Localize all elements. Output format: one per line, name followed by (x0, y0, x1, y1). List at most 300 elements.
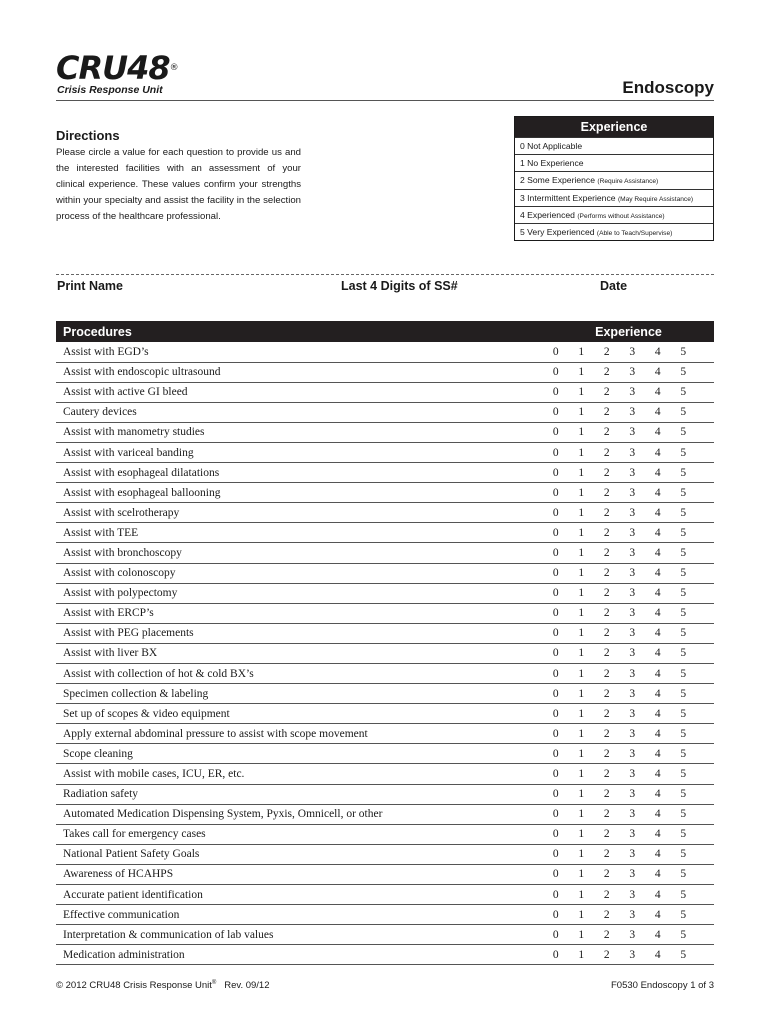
legend-row (515, 206, 713, 223)
rating-option-5[interactable]: 5 (671, 623, 697, 643)
print-name-label: Print Name (57, 279, 123, 293)
rating-option-1[interactable]: 1 (569, 824, 595, 844)
rating-option-2[interactable]: 2 (594, 503, 620, 523)
directions-heading: Directions (56, 128, 120, 143)
rating-option-4[interactable]: 4 (645, 684, 671, 704)
table-row (56, 945, 714, 965)
rating-option-3[interactable]: 3 (620, 603, 646, 623)
footer-page-number: F0530 Endoscopy 1 of 3 (611, 980, 714, 991)
rating-option-1[interactable]: 1 (569, 804, 595, 824)
rating-option-0[interactable]: 0 (543, 764, 569, 784)
rating-option-2[interactable]: 2 (594, 623, 620, 643)
row-padding (696, 563, 714, 583)
rating-option-2[interactable]: 2 (594, 824, 620, 844)
procedure-name: Assist with TEE (56, 523, 543, 543)
rating-option-4[interactable]: 4 (645, 824, 671, 844)
title-divider (56, 100, 714, 101)
procedure-name: Assist with liver BX (56, 643, 543, 663)
rating-option-1[interactable]: 1 (569, 704, 595, 724)
logo-subtitle: Crisis Response Unit (57, 84, 163, 96)
rating-option-0[interactable]: 0 (543, 523, 569, 543)
rating-option-3[interactable]: 3 (620, 503, 646, 523)
footer-copyright: © 2012 CRU48 Crisis Response Unit® Rev. 09/12 (56, 980, 270, 992)
row-padding (696, 463, 714, 483)
rating-option-5[interactable]: 5 (671, 804, 697, 824)
experience-legend (514, 116, 714, 241)
rating-option-2[interactable]: 2 (594, 342, 620, 362)
rating-option-0[interactable]: 0 (543, 623, 569, 643)
rating-option-0[interactable]: 0 (543, 784, 569, 804)
rating-option-1[interactable]: 1 (569, 684, 595, 704)
rating-option-2[interactable]: 2 (594, 523, 620, 543)
rating-option-3[interactable]: 3 (620, 342, 646, 362)
table-row (56, 905, 714, 925)
legend-row (515, 154, 713, 171)
rating-option-3[interactable]: 3 (620, 362, 646, 382)
table-row (56, 342, 714, 362)
table-row (56, 704, 714, 724)
rating-option-4[interactable]: 4 (645, 704, 671, 724)
rating-option-0[interactable]: 0 (543, 925, 569, 945)
rating-option-5[interactable]: 5 (671, 945, 697, 965)
table-row (56, 844, 714, 864)
row-padding (696, 402, 714, 422)
table-row (56, 804, 714, 824)
rating-option-3[interactable]: 3 (620, 824, 646, 844)
rating-option-2[interactable]: 2 (594, 643, 620, 663)
rating-option-4[interactable]: 4 (645, 382, 671, 402)
procedure-name: Assist with esophageal dilatations (56, 463, 543, 483)
rating-option-1[interactable]: 1 (569, 784, 595, 804)
rating-option-5[interactable]: 5 (671, 523, 697, 543)
rating-option-2[interactable]: 2 (594, 543, 620, 563)
row-padding (696, 684, 714, 704)
rating-option-4[interactable]: 4 (645, 422, 671, 442)
rating-option-2[interactable]: 2 (594, 583, 620, 603)
rating-option-3[interactable]: 3 (620, 885, 646, 905)
procedures-table (56, 321, 714, 965)
rating-option-3[interactable]: 3 (620, 925, 646, 945)
row-padding (696, 543, 714, 563)
rating-option-3[interactable]: 3 (620, 623, 646, 643)
rating-option-1[interactable]: 1 (569, 844, 595, 864)
rating-option-3[interactable]: 3 (620, 422, 646, 442)
rating-option-4[interactable]: 4 (645, 844, 671, 864)
rating-option-0[interactable]: 0 (543, 583, 569, 603)
procedure-name: Assist with active GI bleed (56, 382, 543, 402)
rating-option-2[interactable]: 2 (594, 684, 620, 704)
experience-column-header: Experience (543, 321, 714, 342)
row-padding (696, 623, 714, 643)
table-row (56, 643, 714, 663)
rating-option-2[interactable]: 2 (594, 603, 620, 623)
legend-row (515, 171, 713, 188)
rating-option-5[interactable]: 5 (671, 442, 697, 462)
procedure-name: Cautery devices (56, 402, 543, 422)
rating-option-0[interactable]: 0 (543, 684, 569, 704)
procedure-name: Assist with EGD’s (56, 342, 543, 362)
rating-option-5[interactable]: 5 (671, 643, 697, 663)
rating-option-2[interactable]: 2 (594, 764, 620, 784)
legend-note: (Require Assistance) (597, 178, 659, 186)
rating-option-4[interactable]: 4 (645, 342, 671, 362)
rating-option-4[interactable]: 4 (645, 905, 671, 925)
rating-option-0[interactable]: 0 (543, 402, 569, 422)
rating-option-3[interactable]: 3 (620, 804, 646, 824)
procedure-name: Assist with scelrotherapy (56, 503, 543, 523)
procedure-name: Assist with polypectomy (56, 583, 543, 603)
rating-option-3[interactable]: 3 (620, 764, 646, 784)
procedure-name: Awareness of HCAHPS (56, 864, 543, 884)
rating-option-5[interactable]: 5 (671, 744, 697, 764)
rating-option-0[interactable]: 0 (543, 664, 569, 684)
rating-option-3[interactable]: 3 (620, 664, 646, 684)
table-row (56, 563, 714, 583)
rating-option-5[interactable]: 5 (671, 402, 697, 422)
rating-option-0[interactable]: 0 (543, 844, 569, 864)
rating-option-0[interactable]: 0 (543, 945, 569, 965)
rating-option-0[interactable]: 0 (543, 864, 569, 884)
row-padding (696, 885, 714, 905)
row-padding (696, 382, 714, 402)
rating-option-4[interactable]: 4 (645, 442, 671, 462)
rating-option-5[interactable]: 5 (671, 764, 697, 784)
legend-label: 1 No Experience (520, 158, 584, 169)
rating-option-5[interactable]: 5 (671, 503, 697, 523)
legend-label: 3 Intermittent Experience (520, 192, 616, 203)
procedure-name: Assist with bronchoscopy (56, 543, 543, 563)
legend-label: 5 Very Experienced (520, 226, 595, 237)
procedure-name: Radiation safety (56, 784, 543, 804)
rating-option-1[interactable]: 1 (569, 563, 595, 583)
rating-option-2[interactable]: 2 (594, 382, 620, 402)
row-padding (696, 824, 714, 844)
row-padding (696, 724, 714, 744)
rating-option-1[interactable]: 1 (569, 382, 595, 402)
row-padding (696, 704, 714, 724)
rating-option-1[interactable]: 1 (569, 925, 595, 945)
rating-option-4[interactable]: 4 (645, 362, 671, 382)
table-row (56, 664, 714, 684)
rating-option-2[interactable]: 2 (594, 744, 620, 764)
table-row (56, 885, 714, 905)
rating-option-1[interactable]: 1 (569, 623, 595, 643)
row-padding (696, 523, 714, 543)
rating-option-4[interactable]: 4 (645, 543, 671, 563)
rating-option-3[interactable]: 3 (620, 724, 646, 744)
rating-option-5[interactable]: 5 (671, 864, 697, 884)
legend-row (515, 223, 713, 240)
procedure-name: Takes call for emergency cases (56, 824, 543, 844)
rating-option-1[interactable]: 1 (569, 864, 595, 884)
legend-title: Experience (515, 117, 713, 137)
row-padding (696, 643, 714, 663)
rating-option-3[interactable]: 3 (620, 523, 646, 543)
rating-option-0[interactable]: 0 (543, 442, 569, 462)
rating-option-1[interactable]: 1 (569, 483, 595, 503)
rating-option-2[interactable]: 2 (594, 925, 620, 945)
rating-option-5[interactable]: 5 (671, 362, 697, 382)
rating-option-4[interactable]: 4 (645, 402, 671, 422)
rating-option-3[interactable]: 3 (620, 704, 646, 724)
rating-option-1[interactable]: 1 (569, 583, 595, 603)
rating-option-3[interactable]: 3 (620, 744, 646, 764)
row-padding (696, 362, 714, 382)
rating-option-2[interactable]: 2 (594, 885, 620, 905)
rating-option-4[interactable]: 4 (645, 885, 671, 905)
rating-option-2[interactable]: 2 (594, 804, 620, 824)
rating-option-0[interactable]: 0 (543, 422, 569, 442)
rating-option-0[interactable]: 0 (543, 643, 569, 663)
table-row (56, 684, 714, 704)
rating-option-2[interactable]: 2 (594, 945, 620, 965)
rating-option-1[interactable]: 1 (569, 543, 595, 563)
procedure-name: Medication administration (56, 945, 543, 965)
procedure-name: Effective communication (56, 905, 543, 925)
rating-option-2[interactable]: 2 (594, 664, 620, 684)
rating-option-5[interactable]: 5 (671, 844, 697, 864)
cru48-logo (56, 49, 216, 98)
rating-option-3[interactable]: 3 (620, 684, 646, 704)
rating-option-2[interactable]: 2 (594, 442, 620, 462)
rating-option-3[interactable]: 3 (620, 563, 646, 583)
rating-option-1[interactable]: 1 (569, 603, 595, 623)
row-padding (696, 925, 714, 945)
rating-option-5[interactable]: 5 (671, 664, 697, 684)
procedure-name: Specimen collection & labeling (56, 684, 543, 704)
rating-option-0[interactable]: 0 (543, 503, 569, 523)
row-padding (696, 844, 714, 864)
rating-option-3[interactable]: 3 (620, 442, 646, 462)
procedure-name: Apply external abdominal pressure to assist with scope movement (56, 724, 543, 744)
procedure-name: Assist with esophageal ballooning (56, 483, 543, 503)
legend-label: 4 Experienced (520, 209, 575, 220)
rating-option-4[interactable]: 4 (645, 744, 671, 764)
legend-label: 0 Not Applicable (520, 141, 583, 151)
rating-option-0[interactable]: 0 (543, 362, 569, 382)
rating-option-2[interactable]: 2 (594, 784, 620, 804)
rating-option-5[interactable]: 5 (671, 583, 697, 603)
rating-option-4[interactable]: 4 (645, 583, 671, 603)
rating-option-1[interactable]: 1 (569, 523, 595, 543)
rating-option-0[interactable]: 0 (543, 543, 569, 563)
rating-option-0[interactable]: 0 (543, 463, 569, 483)
rating-option-4[interactable]: 4 (645, 764, 671, 784)
rating-option-5[interactable]: 5 (671, 563, 697, 583)
rating-option-3[interactable]: 3 (620, 382, 646, 402)
rating-option-4[interactable]: 4 (645, 664, 671, 684)
rating-option-3[interactable]: 3 (620, 945, 646, 965)
rating-option-1[interactable]: 1 (569, 402, 595, 422)
rating-option-5[interactable]: 5 (671, 784, 697, 804)
rating-option-5[interactable]: 5 (671, 824, 697, 844)
rating-option-5[interactable]: 5 (671, 463, 697, 483)
row-padding (696, 905, 714, 925)
rating-option-2[interactable]: 2 (594, 724, 620, 744)
rating-option-1[interactable]: 1 (569, 724, 595, 744)
rating-option-5[interactable]: 5 (671, 342, 697, 362)
procedure-name: Assist with PEG placements (56, 623, 543, 643)
legend-label: 2 Some Experience (520, 175, 595, 186)
rating-option-2[interactable]: 2 (594, 844, 620, 864)
procedure-name: Automated Medication Dispensing System, Pyxis, Omnicell, or other (56, 804, 543, 824)
rating-option-5[interactable]: 5 (671, 905, 697, 925)
rating-option-3[interactable]: 3 (620, 483, 646, 503)
table-row (56, 483, 714, 503)
rating-option-3[interactable]: 3 (620, 402, 646, 422)
rating-option-2[interactable]: 2 (594, 483, 620, 503)
legend-note: (Able to Teach/Supervise) (596, 229, 673, 237)
table-row (56, 925, 714, 945)
legend-note: (Performs without Assistance) (577, 212, 665, 220)
rating-option-4[interactable]: 4 (645, 925, 671, 945)
rating-option-3[interactable]: 3 (620, 864, 646, 884)
rating-option-1[interactable]: 1 (569, 764, 595, 784)
rating-option-5[interactable]: 5 (671, 885, 697, 905)
procedure-name: Interpretation & communication of lab values (56, 925, 543, 945)
rating-option-1[interactable]: 1 (569, 643, 595, 663)
rating-option-4[interactable]: 4 (645, 503, 671, 523)
rating-option-5[interactable]: 5 (671, 422, 697, 442)
rating-option-5[interactable]: 5 (671, 483, 697, 503)
table-header (56, 321, 714, 342)
rating-option-4[interactable]: 4 (645, 643, 671, 663)
rating-option-5[interactable]: 5 (671, 925, 697, 945)
row-padding (696, 945, 714, 965)
rating-option-4[interactable]: 4 (645, 945, 671, 965)
rating-option-3[interactable]: 3 (620, 463, 646, 483)
rating-option-1[interactable]: 1 (569, 422, 595, 442)
table-row (56, 623, 714, 643)
rating-option-5[interactable]: 5 (671, 724, 697, 744)
rating-option-4[interactable]: 4 (645, 864, 671, 884)
rating-option-4[interactable]: 4 (645, 463, 671, 483)
rating-option-1[interactable]: 1 (569, 503, 595, 523)
rating-option-5[interactable]: 5 (671, 543, 697, 563)
row-padding (696, 744, 714, 764)
directions-text: Please circle a value for each question to provide us and the interested facilities with an assessment of your clinical experience. These values confirm your strengths within your specialty and assist the facility in the selection process of the healthcare professional. (56, 147, 301, 222)
row-padding (696, 503, 714, 523)
rating-option-0[interactable]: 0 (543, 704, 569, 724)
rating-option-5[interactable]: 5 (671, 603, 697, 623)
procedure-name: Assist with collection of hot & cold BX’s (56, 664, 543, 684)
rating-option-2[interactable]: 2 (594, 402, 620, 422)
logo-wordmark: CRU48® (56, 49, 178, 87)
procedure-name: Scope cleaning (56, 744, 543, 764)
procedure-name: Assist with mobile cases, ICU, ER, etc. (56, 764, 543, 784)
rating-option-3[interactable]: 3 (620, 844, 646, 864)
rating-option-2[interactable]: 2 (594, 422, 620, 442)
procedure-name: Accurate patient identification (56, 885, 543, 905)
rating-option-1[interactable]: 1 (569, 463, 595, 483)
rating-option-0[interactable]: 0 (543, 563, 569, 583)
signature-line (56, 274, 714, 275)
rating-option-2[interactable]: 2 (594, 864, 620, 884)
rating-option-3[interactable]: 3 (620, 643, 646, 663)
rating-option-0[interactable]: 0 (543, 804, 569, 824)
row-padding (696, 864, 714, 884)
rating-option-2[interactable]: 2 (594, 362, 620, 382)
rating-option-3[interactable]: 3 (620, 784, 646, 804)
rating-option-1[interactable]: 1 (569, 442, 595, 462)
rating-option-0[interactable]: 0 (543, 724, 569, 744)
rating-option-4[interactable]: 4 (645, 804, 671, 824)
table-row (56, 543, 714, 563)
rating-option-5[interactable]: 5 (671, 382, 697, 402)
table-row (56, 362, 714, 382)
rating-option-3[interactable]: 3 (620, 583, 646, 603)
rating-option-2[interactable]: 2 (594, 704, 620, 724)
table-row (56, 382, 714, 402)
rating-option-1[interactable]: 1 (569, 664, 595, 684)
rating-option-3[interactable]: 3 (620, 905, 646, 925)
legend-row (515, 137, 713, 154)
rating-option-2[interactable]: 2 (594, 905, 620, 925)
rating-option-5[interactable]: 5 (671, 704, 697, 724)
table-row (56, 824, 714, 844)
rating-option-0[interactable]: 0 (543, 483, 569, 503)
rating-option-0[interactable]: 0 (543, 603, 569, 623)
page-title: Endoscopy (622, 78, 714, 97)
rating-option-0[interactable]: 0 (543, 885, 569, 905)
rating-option-0[interactable]: 0 (543, 382, 569, 402)
rating-option-2[interactable]: 2 (594, 563, 620, 583)
row-padding (696, 603, 714, 623)
rating-option-0[interactable]: 0 (543, 824, 569, 844)
rating-option-5[interactable]: 5 (671, 684, 697, 704)
table-row (56, 744, 714, 764)
rating-option-0[interactable]: 0 (543, 744, 569, 764)
row-padding (696, 583, 714, 603)
rating-option-1[interactable]: 1 (569, 362, 595, 382)
procedure-name: Assist with ERCP’s (56, 603, 543, 623)
rating-option-4[interactable]: 4 (645, 724, 671, 744)
rating-option-2[interactable]: 2 (594, 463, 620, 483)
row-padding (696, 784, 714, 804)
row-padding (696, 422, 714, 442)
ssn-label: Last 4 Digits of SS# (341, 279, 458, 293)
table-row (56, 784, 714, 804)
legend-note: (May Require Assistance) (617, 195, 694, 203)
rating-option-1[interactable]: 1 (569, 744, 595, 764)
rating-option-4[interactable]: 4 (645, 623, 671, 643)
rating-option-0[interactable]: 0 (543, 342, 569, 362)
rating-option-4[interactable]: 4 (645, 563, 671, 583)
legend-row (515, 189, 713, 206)
date-label: Date (600, 279, 628, 293)
table-row (56, 724, 714, 744)
rating-option-1[interactable]: 1 (569, 885, 595, 905)
row-padding (696, 483, 714, 503)
rating-option-4[interactable]: 4 (645, 603, 671, 623)
procedure-name: Assist with colonoscopy (56, 563, 543, 583)
rating-option-3[interactable]: 3 (620, 543, 646, 563)
rating-option-1[interactable]: 1 (569, 342, 595, 362)
procedure-name: Assist with manometry studies (56, 422, 543, 442)
table-row (56, 864, 714, 884)
rating-option-0[interactable]: 0 (543, 905, 569, 925)
table-row (56, 764, 714, 784)
procedure-name: Assist with variceal banding (56, 442, 543, 462)
row-padding (696, 664, 714, 684)
rating-option-4[interactable]: 4 (645, 784, 671, 804)
table-row (56, 523, 714, 543)
rating-option-1[interactable]: 1 (569, 905, 595, 925)
table-row (56, 503, 714, 523)
rating-option-4[interactable]: 4 (645, 483, 671, 503)
rating-option-4[interactable]: 4 (645, 523, 671, 543)
rating-option-1[interactable]: 1 (569, 945, 595, 965)
